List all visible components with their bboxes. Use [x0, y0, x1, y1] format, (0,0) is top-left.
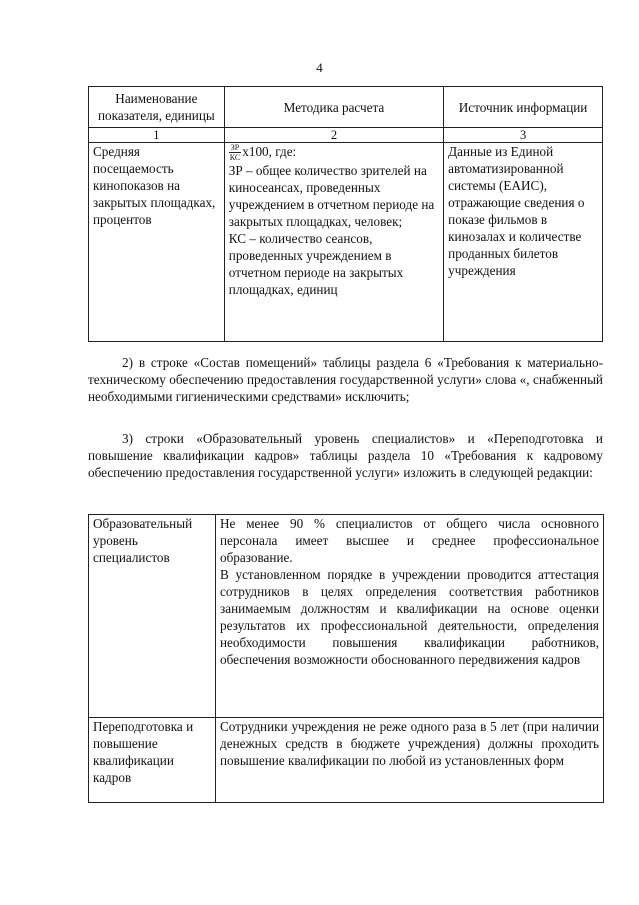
- paragraph-2-text: 2) в строке «Состав помещений» таблицы раздела 6 «Требования к материально-техническому обеспечению предоставления государственной услуги» слова «, снабженный необходимыми гигиеническими средствами» исключить;: [88, 355, 603, 404]
- formula-rest: х100, где:: [242, 144, 297, 159]
- education-text-1: Не менее 90 % специалистов от общего числа основного персонала имеет высшее и среднее профессиональное образование.: [220, 516, 599, 565]
- method-definition-zr: ЗР – общее количество зрителей на киносеансах, проведенных учреждением в отчетном периоде на закрытых площадках, человек;: [228, 163, 435, 230]
- staffing-table: [88, 514, 604, 803]
- paragraph-2: [88, 354, 603, 405]
- paragraph-3: [88, 430, 603, 481]
- fraction-numerator: ЗР: [229, 143, 241, 153]
- col-number-2: 2: [224, 128, 443, 143]
- col-number-1: 1: [89, 128, 225, 143]
- table-row: [89, 718, 604, 803]
- education-text-2: В установленном порядке в учреждении проводится аттестация сотрудников в целях определения соответствия работников занимаемым должностям и квалификации на основе оценки результатов их профессиональной деятельности, определения необходимости повышения квалификации работников, обеспечения возможности обоснованного передвижения кадров: [220, 567, 599, 667]
- header-method: Методика расчета: [224, 87, 443, 128]
- header-source: Источник информации: [444, 87, 603, 128]
- formula: [229, 143, 439, 162]
- row-content-education: [216, 515, 604, 718]
- method-cell: [224, 143, 443, 342]
- row-content-training: Сотрудники учреждения не реже одного раза в 5 лет (при наличии денежных средств в бюджете учреждения) должны проходить повышение квалификации по любой из установленных форм: [216, 718, 604, 803]
- table-header-row: [89, 87, 603, 128]
- col-number-3: 3: [444, 128, 603, 143]
- page-number: 4: [316, 60, 323, 75]
- column-number-row: [89, 128, 603, 143]
- row-label-training: Переподготовка и повышение квалификации кадров: [89, 718, 216, 803]
- row-label-education: Образовательный уровень специалистов: [89, 515, 216, 718]
- fraction-denominator: КС: [229, 153, 241, 163]
- header-indicator: Наименование показателя, единицы: [89, 87, 225, 128]
- paragraph-3-text: 3) строки «Образовательный уровень специалистов» и «Переподготовка и повышение квалификации кадров» таблицы раздела 10 «Требования к кадровому обеспечению предоставления государственной услуги» изложить в следующей редакции:: [88, 431, 603, 480]
- fraction: [229, 143, 241, 162]
- indicator-cell: Средняя посещаемость кинопоказов на закрытых площадках, процентов: [89, 143, 225, 342]
- table-row: [89, 515, 604, 718]
- source-cell: Данные из Единой автоматизированной системы (ЕАИС), отражающие сведения о показе фильмов в кинозалах и количестве проданных билетов учреждения: [444, 143, 603, 342]
- method-definition-ks: КС – количество сеансов, проведенных учреждением в отчетном периоде на закрытых площадках, единиц: [228, 231, 404, 298]
- table-row: [89, 143, 603, 342]
- indicator-table: [88, 86, 603, 342]
